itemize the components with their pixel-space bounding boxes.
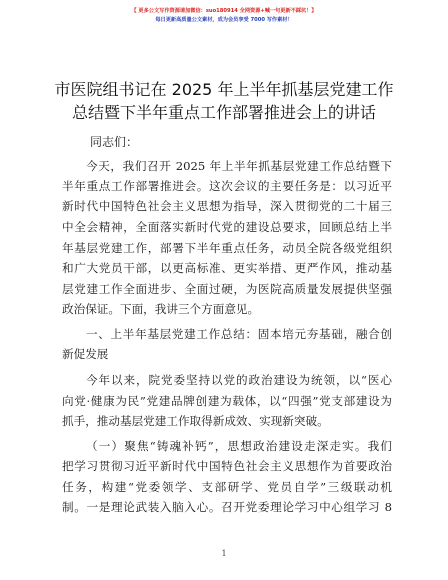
subsection-line: （一）聚焦“铸魂补钙”，思想政治建设走深走实。我们: [86, 439, 392, 453]
intro-line: 层党建工作全面进步、全面过硬，为医院高质量发展提供坚强: [62, 282, 392, 296]
subsection-line: 制。一是理论武装入脑入心。召开党委理论学习中心组学习 8: [62, 500, 392, 514]
intro-line: 和广大党员干部，以更高标准、更实举措、更严作风，推动基: [62, 261, 392, 275]
section-paragraph-line: 抓手，推动基层党建工作取得新成效、实现新突破。: [62, 414, 329, 428]
section-paragraph-line: 今年以来，院党委坚持以党的政治建设为统领，以“医心: [86, 373, 392, 387]
intro-line: 新时代中国特色社会主义思想为指导，深入贯彻党的二十届三: [62, 199, 392, 213]
document-title-line-1: 市医院组书记在 2025 年上半年抓基层党建工作: [54, 80, 394, 99]
intro-line: 今天，我们召开 2025 年上半年抓基层党建工作总结暨下: [86, 159, 392, 173]
section-heading-line: 一、上半年基层党建工作总结：固本培元夯基础，融合创: [86, 327, 392, 341]
intro-line: 政治保证。下面，我讲三个方面意见。: [62, 302, 260, 316]
subsection-line: 任务，构建“党委领学、支部研学、党员自学”三级联动机: [62, 480, 392, 494]
promo-banner-blue: 每日更新高质量公文素材，成为会员享受 7000 写作素材！: [155, 17, 293, 23]
intro-line: 年基层党建工作，部署下半年重点任务，动员全院各级党组织: [62, 241, 392, 255]
promo-banner-red: 【 更多公文写作资源请加微信：suo180914 全网资源+喊一句更新不踩坑！】: [131, 8, 317, 14]
page-number: 1: [221, 549, 227, 558]
intro-line: 半年重点工作部署推进会。这次会议的主要任务是：以习近平: [62, 179, 392, 193]
document-title-line-2: 总结暨下半年重点工作部署推进会上的讲话: [71, 103, 376, 122]
subsection-line: 把学习贯彻习近平新时代中国特色社会主义思想作为首要政治: [62, 459, 392, 473]
salutation: 同志们：: [90, 135, 139, 149]
intro-line: 中全会精神，全面落实新时代党的建设总要求，回顾总结上半: [62, 220, 392, 234]
section-paragraph-line: 向党·健康为民”党建品牌创建为载体，以“四强”党支部建设为: [62, 394, 392, 408]
section-heading-line: 新促发展: [62, 347, 109, 361]
